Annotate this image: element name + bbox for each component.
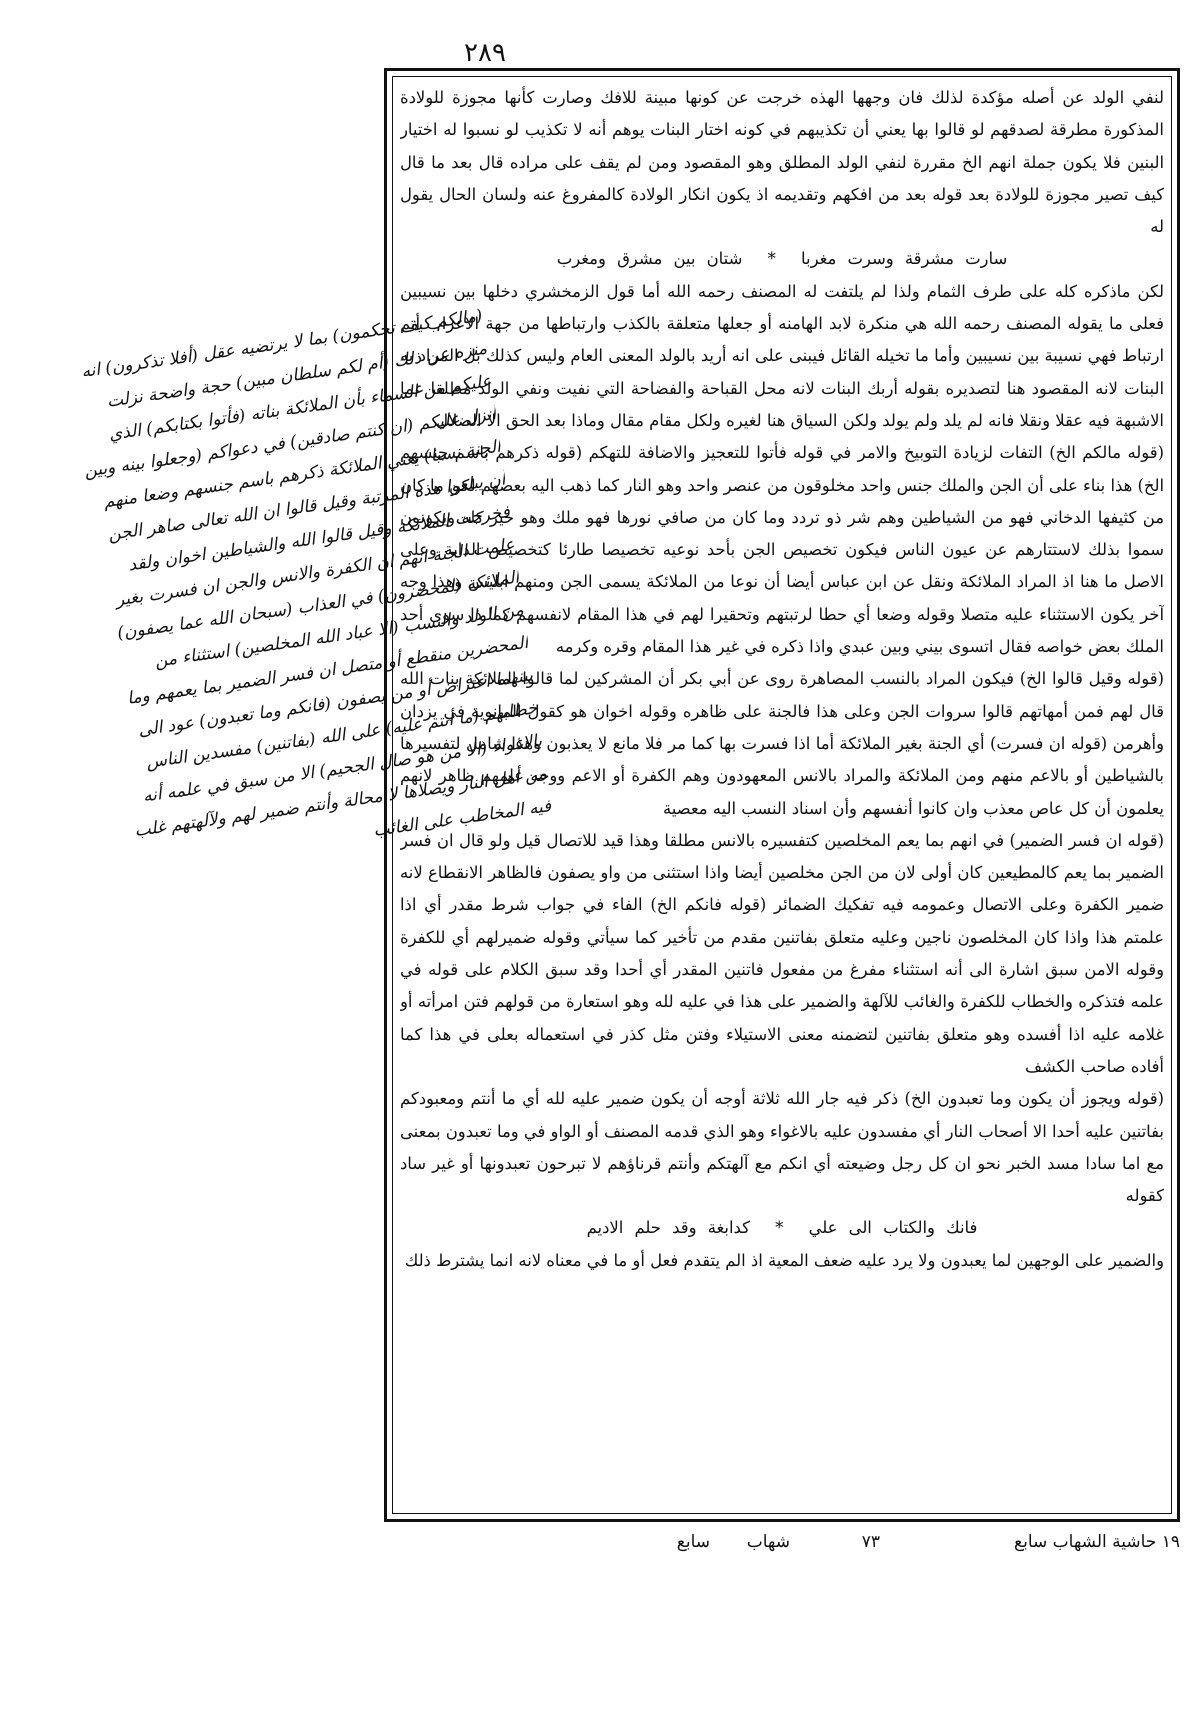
poetry-verse — [400, 1212, 1164, 1244]
commentary-paragraph: لنفي الولد عن أصله مؤكدة لذلك فان وجهها الهذه خرجت عن كونها مبينة للافك وصارت كأنها مجوزة للولادة المذكورة مطرقة لصدقهم لو قالوا بها يعني أن تكذيبهم في كونه اختار البنات يوهم أنه لا تكذيب لو نسبوا له اختيار البنين فلا يكون جملة انهم الخ مقررة لنفي الولد المطلق وهو المقصود ومن لم يقف على مراده قال بعد ما قال كيف تصير مجوزة للولادة بعد قوله بعد من افكهم وتقديمه اذ يكون انكار الولادة كالمفروغ عنه ولسان الحال يقول له — [400, 88, 1164, 237]
page-footer — [560, 1526, 1180, 1566]
verse-hemistich: فانك والكتاب الى علي — [808, 1218, 978, 1238]
verse-hemistich: كدابغة وقد حلم الاديم — [586, 1218, 750, 1238]
commentary-paragraph: والضمير على الوجهين لما يعبدون ولا يرد عليه ضعف المعية اذ الم يتقدم فعل أو ما في معناه لانه انما يشترط ذلك — [404, 1250, 1164, 1270]
verse-hemistich: سارت مشرقة وسرت مغربا — [801, 249, 1008, 269]
footer-title: شهاب — [746, 1532, 790, 1552]
verse-hemistich: شتان بين مشرق ومغرب — [556, 249, 743, 269]
commentary-paragraph: (قوله ويجوز أن يكون وما تعبدون الخ) ذكر فيه جار الله ثلاثة أوجه أن يكون ضمير عليه لله أي ما أنتم ومعبودكم بفاتنين عليه أحدا الا أصحاب النار أي مفسدون عليه بالاغواء وهو الذي قدمه المصنف أو الواو في وما تعبدون بمعنى مع اما سادا مسد الخبر نحو ان كل رجل وضيعته أي انكم مع آلهتكم وأنتم قرناؤهم لا تبرحون تعبدونها أو غير ساد كقوله — [400, 1089, 1164, 1206]
commentary-paragraph: لكن ماذكره كله على طرف الثمام ولذا لم يلتفت له المصنف رحمه الله أما قول الزمخشري دخلها بين نسيبين فعلى ما يقوله المصنف رحمه الله هي منكرة لابد الهامنه أو جعلها متعلقة بالكذب وارتباطها من جهة الاعراب أتم ارتباط فهي نسيبة بين نسيبين وأما ما تخيله القائل فيبنى على انه أريد بالولد المعنى العام وليس كذلك بل المراد به البنات لانه المقصود هنا لتصديره بقوله أربك البنات لانه محل القباحة والفضاحة التي نفيت ونفي الولد مطلقا عما الاشبهة فيه عقلا ونقلا فانه لم يلد ولم يولد ولكن السياق هنا لغيره ولكل مقام مقال وماذا بعد الحق الا الضلال — [400, 281, 1164, 430]
poetry-verse — [400, 243, 1164, 275]
commentary-paragraph: (قوله ان فسر الضمير) في انهم بما يعم المخلصين كتفسيره بالانس مطلقا وهذا قيد للاتصال قيل ولو قال ان فسر الضمير بما يعم كالمطيعين كان أولى لان من الجن مخلصين أيضا واذا استثنى من واو يصفون فالظاهر الانقطاع لانه ضمير الكفرة وعلى الاتصال وعمومه فيه تفكيك الضمائر (قوله فانكم الخ) الفاء في جواب شرط مقدر أي اذا علمتم هذا واذا كان المخلصون ناجين وعليه متعلق بفاتنين مقدم من تأخير كما سيأتي وقوله ضميرلهم أي للكفرة وقوله الامن سبق اشارة الى أنه استثناء مفرغ من مفعول فاتنين المقدر أي أحدا وقد سبق الكلام على قوله في علمه فتذكره والخطاب للكفرة والغائب للآلهة والضمير على هذا في عليه لله وهو استعارة من قولهم فتن امرأته أو غلامه عليه اذا أفسده وهو متعلق بفاتنين لتضمنه معنى الاستيلاء وفتن مثل كذر في استعماله بعلى في هذا كما أفاده صاحب الكشف — [400, 830, 1164, 1076]
commentary-paragraph: (قوله مالكم الخ) التفات لزيادة التوبيخ والامر في قوله فأتوا للتعجيز والاضافة للتهكم (قوله ذكرهم باسم جنسهم الخ) هذا بناء على أن الجن والملك جنس واحد مخلوقون من عنصر واحد وهو النار كما ذهب اليه بعضهم لكن ما كان من كثيفها الدخاني فهو من الشياطين وهم شر ذو تردد وما كان من صافي نورها فهو ملك وهو خير كله ويكونون سموا بذلك لاستتارهم عن عيون الناس فيكون تخصيص الجن بأحد نوعيه تخصيصا طارئا كتخصيص الدابة وعلى الاصل ما هنا اذ المراد الملائكة ونقل عن ابن عباس أيضا أن نوعا من الملائكة يسمى الجن ومنهم ابليس وهذا وجه آخر يكون الاستثناء عليه متصلا وقوله وضعا أي حطا لرتبتهم وتحقيرا لهم في هذا المقام لانفسهم كما ذا سوى أحد الملك بعض خواصه فقال اتسوى بيني وبين عبدي واذا ذكره في غير هذا المقام وقره وكرمه — [400, 443, 1164, 657]
page-number: ٢٨٩ — [464, 38, 506, 68]
margin-annotation — [64, 300, 563, 953]
margin-annotation-text: (مالكم كيف تحكمون) بما لا يرتضيه عقل (أفلا تذكرون) انه منزه عن ذلك (أم لكم سلطان مبين) حجة واضحة نزلت عليكم من السماء بأن الملائكة بناته (فأتوا بكتابكم) الذي أنزل عليكم (ان كنتم صادقين) في دعواكم (وجعلوا بينه وبين الجنة نسبا) يعني الملائكة ذكرهم باسم جنسهم وضعا منهم أن يبلغوا هذه المرتبة وقيل قالوا ان الله تعالى صاهر الجن فخرجت الملائكة وقيل قالوا الله والشياطين اخوان ولقد علمت الجنة انهم ان الكفرة والانس والجن ان فسرت بغير الملائكة (لمحضرون) في العذاب (سبحان الله عما يصفون) من الولد والنسب (الا عباد الله المخلصين) استثناء من المحضرين منقطع أو متصل ان فسر الضمير بما يعمهم وما بينهما اعتراض أو من يصفون (فانكم وما تعبدون) عود الى خطابهم (ما أنتم عليه) على الله (بفاتنين) مفسدين الناس بالاغواء (الا من هو صال الجحيم) الا من سبق في علمه أنه من أهل النار ويصلاها لا محالة وأنتم ضمير لهم ولآلهتهم غلب فيه المخاطب على الغائب — [80, 305, 553, 842]
footer-number: ٧٣ — [861, 1532, 880, 1552]
verse-separator: * — [775, 1218, 784, 1238]
footer-volume: سابع — [676, 1532, 710, 1552]
commentary-paragraph: (قوله وقيل قالوا الخ) فيكون المراد بالنسب المصاهرة روى عن أبي بكر أن المشركين لما قالوا الملائكة بنات الله قال لهم فمن أمهاتهم قالوا سروات الجن وعلى هذا فالجنة على ظاهره وقوله اخوان هو كقول المانوية في يزدان وأهرمن (قوله ان فسرت) أي الجنة بغير الملائكة أما اذا فسرت بها كما مر فلا مانع لا يعذبون وهذا شامل لتفسيرها بالشياطين أو بالاعم منهم ومن الملائكة والمراد بالانس المعهودون وهم الكفرة أو الاعم ووجه علمهم ظاهر لانهم يعلمون أن كل عاص معذب وان كانوا أنفسهم وأن اسناد النسب اليه معصية — [400, 669, 1164, 818]
footer-signature: ١٩ حاشية الشهاب سابع — [1014, 1532, 1180, 1552]
verse-separator: * — [767, 249, 776, 269]
